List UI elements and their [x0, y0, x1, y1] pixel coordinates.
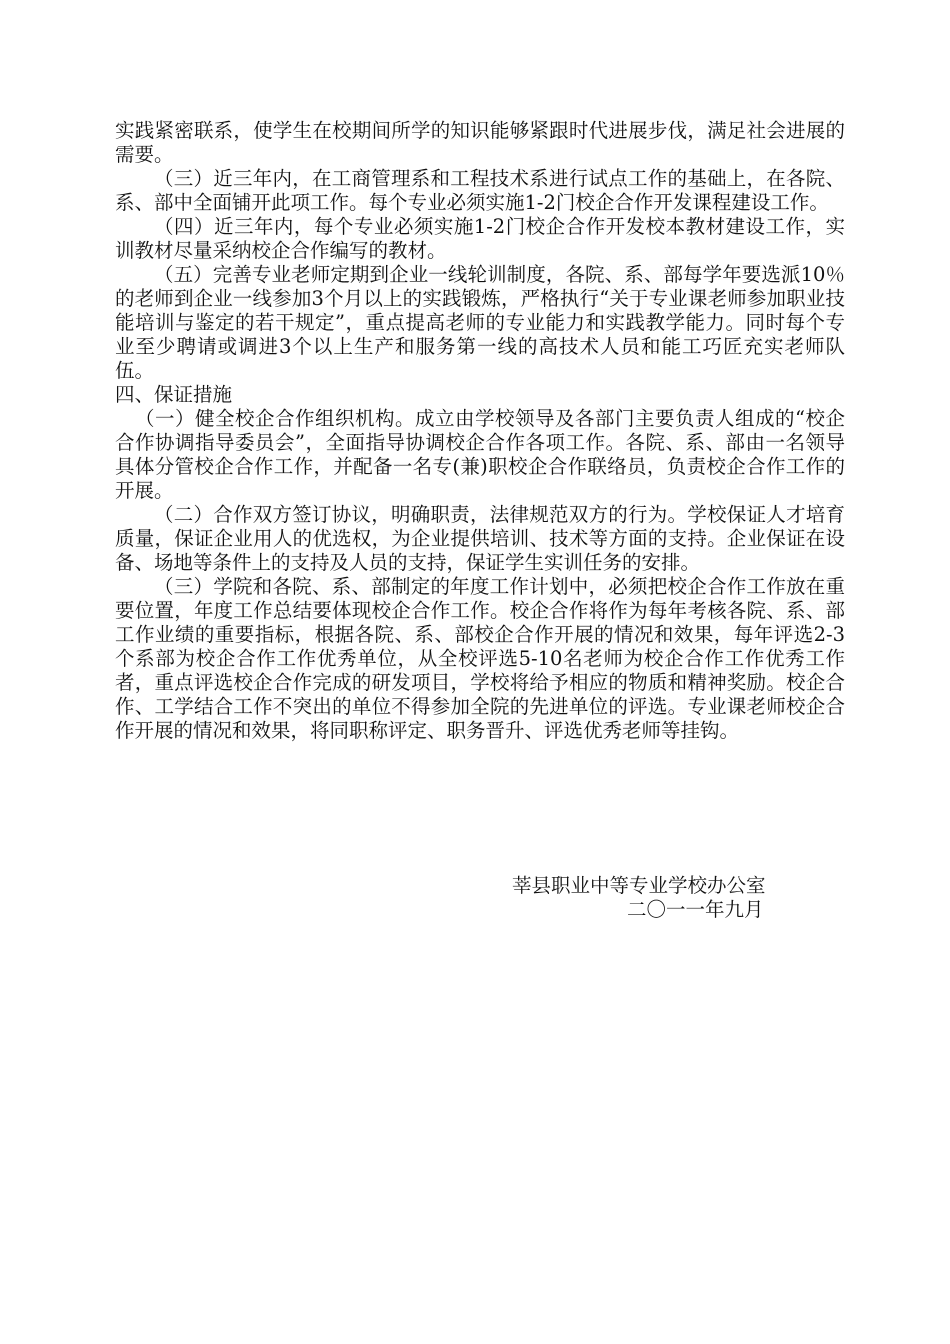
- signature-date: 二〇一一年九月: [627, 898, 764, 921]
- paragraph-measure-1: （一）健全校企合作组织机构。成立由学校领导及各部门主要负责人组成的“校企合作协调指导委员会”，全面指导协调校企合作各项工作。各院、系、部由一名领导具体分管校企合作工作，并配备一名专(兼)职校企合作联络员，负责校企合作工作的开展。: [115, 407, 845, 502]
- paragraph-item-3: （三）近三年内，在工商管理系和工程技术系进行试点工作的基础上，在各院、系、部中全面铺开此项工作。每个专业必须实施1-2门校企合作开发课程建设工作。: [115, 167, 845, 214]
- section-heading-guarantee-measures: 四、保证措施: [115, 383, 233, 406]
- paragraph-measure-2: （二）合作双方签订协议，明确职责，法律规范双方的行为。学校保证人才培育质量，保证企业用人的优选权，为企业提供培训、技术等方面的支持。企业保证在设备、场地等条件上的支持及人员的支持，保证学生实训任务的安排。: [115, 503, 845, 574]
- paragraph-item-4: （四）近三年内，每个专业必须实施1-2门校企合作开发校本教材建设工作，实训教材尽量采纳校企合作编写的教材。: [115, 215, 845, 262]
- paragraph-continuation: 实践紧密联系，使学生在校期间所学的知识能够紧跟时代进展步伐，满足社会进展的需要。: [115, 119, 845, 166]
- paragraph-item-5: （五）完善专业老师定期到企业一线轮训制度，各院、系、部每学年要选派10％的老师到企业一线参加3个月以上的实践锻炼，严格执行“关于专业课老师参加职业技能培训与鉴定的若干规定”，重点提高老师的专业能力和实践教学能力。同时每个专业至少聘请或调进3个以上生产和服务第一线的高技术人员和能工巧匠充实老师队伍。: [115, 263, 845, 382]
- paragraph-measure-3: （三）学院和各院、系、部制定的年度工作计划中，必须把校企合作工作放在重要位置，年度工作总结要体现校企合作工作。校企合作将作为每年考核各院、系、部工作业绩的重要指标，根据各院、系、部校企合作开展的情况和效果，每年评选2-3个系部为校企合作工作优秀单位，从全校评选5-10名老师为校企合作工作优秀工作者，重点评选校企合作完成的研发项目，学校将给予相应的物质和精神奖励。校企合作、工学结合工作不突出的单位不得参加全院的先进单位的评选。专业课老师校企合作开展的情况和效果，将同职称评定、职务晋升、评选优秀老师等挂钩。: [115, 575, 845, 742]
- document-body: [115, 119, 845, 743]
- signature-organization: 莘县职业中等专业学校办公室: [512, 874, 766, 897]
